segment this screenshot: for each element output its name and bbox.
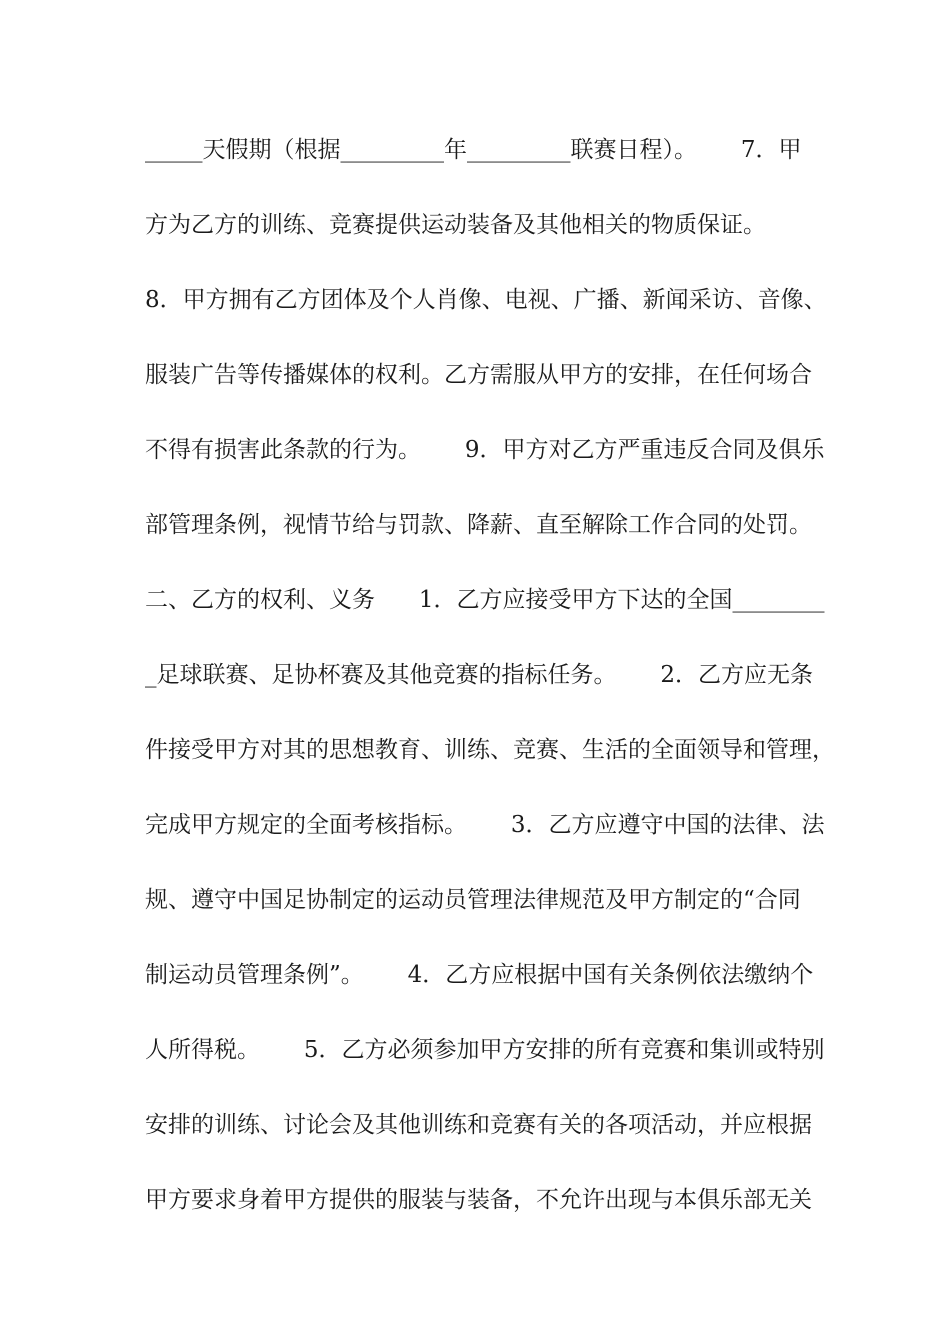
text-line: 8．甲方拥有乙方团体及个人肖像、电视、广播、新闻采访、音像、 <box>145 287 827 313</box>
text-line: 规、遵守中国足协制定的运动员管理法律规范及甲方制定的“合同 <box>145 887 801 913</box>
text-line: 二、乙方的权利、义务 1．乙方应接受甲方下达的全国________ <box>145 587 825 613</box>
text-line: 制运动员管理条例”。 4．乙方应根据中国有关条例依法缴纳个 <box>145 962 814 988</box>
text-line: 部管理条例，视情节给与罚款、降薪、直至解除工作合同的处罚。 <box>145 512 812 538</box>
text-line: 安排的训练、讨论会及其他训练和竞赛有关的各项活动，并应根据 <box>145 1112 812 1138</box>
text-line: 人所得税。 5．乙方必须参加甲方安排的所有竞赛和集训或特别 <box>145 1037 825 1063</box>
text-line: _足球联赛、足协杯赛及其他竞赛的指标任务。 2．乙方应无条 <box>145 662 813 688</box>
text-line: 完成甲方规定的全面考核指标。 3．乙方应遵守中国的法律、法 <box>145 812 825 838</box>
text-line: _____天假期（根据_________年_________联赛日程）。 7．甲 <box>145 137 802 163</box>
text-line: 方为乙方的训练、竞赛提供运动装备及其他相关的物质保证。 <box>145 212 766 238</box>
text-line: 甲方要求身着甲方提供的服装与装备，不允许出现与本俱乐部无关 <box>145 1187 812 1213</box>
text-line: 件接受甲方对其的思想教育、训练、竞赛、生活的全面领导和管理， <box>145 737 835 763</box>
text-line: 不得有损害此条款的行为。 9．甲方对乙方严重违反合同及俱乐 <box>145 437 825 463</box>
text-line: 服装广告等传播媒体的权利。乙方需服从甲方的安排，在任何场合 <box>145 362 812 388</box>
